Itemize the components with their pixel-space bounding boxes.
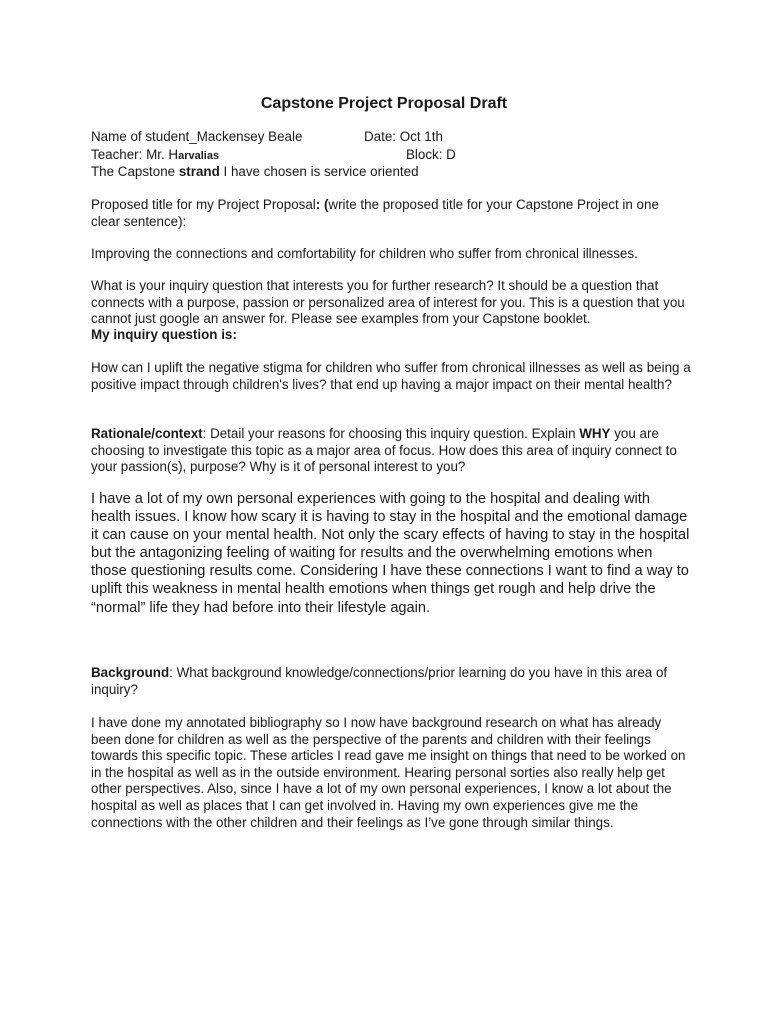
proposed-title-prompt bbox=[91, 197, 691, 230]
proposed-title-answer: Improving the connections and comfortability for children who suffer from chronical illnesses. bbox=[91, 246, 638, 261]
rationale-prompt-text: : Detail your reasons for choosing this inquiry question. Explain bbox=[202, 426, 580, 441]
strand-line bbox=[91, 164, 419, 181]
background-prompt-text: : What background knowledge/connections/prior learning do you have in this area of inquiry? bbox=[91, 665, 668, 697]
rationale-label: Rationale/context bbox=[91, 426, 203, 441]
student-label: Name of student_ bbox=[91, 129, 197, 144]
background-answer: I have done my annotated bibliography so I now have background research on what has already been done for children as well as the perspective of the parents and children with their feelings towards this specific topic. These articles I read gave me insight on things that need to be worked on in the hospital as well as in the outside environment. Hearing personal sorties also really help get other perspectives. Also, since I have a lot of my own personal experiences, I know a lot about the hospital as well as places that I can get involved in. Having my own experiences give me the connections with the other children and their feelings as I’ve gone through similar things. bbox=[91, 715, 686, 830]
teacher-label: Teacher: Mr. H bbox=[91, 147, 179, 162]
proposed-title-prompt-text: Proposed title for my Project Proposal bbox=[91, 197, 316, 212]
strand-prefix: The Capstone bbox=[91, 164, 179, 179]
rationale-prompt-text-2: you are choosing to investigate this topic as a major area of focus. How does this area of inquiry connect to your passion(s), purpose? Why is it of personal interest to you? bbox=[91, 426, 677, 475]
teacher-line bbox=[91, 147, 456, 165]
student-line bbox=[91, 129, 443, 146]
background-label: Background bbox=[91, 665, 170, 680]
rationale-prompt bbox=[91, 426, 691, 476]
inquiry-label-text: My inquiry question is: bbox=[91, 327, 237, 342]
block-field: Block: D bbox=[406, 147, 456, 162]
background-prompt bbox=[91, 665, 691, 698]
rationale-answer: I have a lot of my own personal experiences with going to the hospital and dealing with health issues. I know how scary it is having to stay in the hospital and the emotional damage it can cause on your mental health. Not only the scary effects of having to stay in the hospital but the antagonizing feeling of waiting for results and the overwhelming emotions when those questioning results come. Considering I have these connections I want to find a way to uplift this weakness in mental health emotions when things get rough and help drive the “normal” life they had before into their lifestyle again. bbox=[91, 491, 690, 616]
strand-keyword: strand bbox=[178, 164, 220, 179]
proposed-title-prompt-text-2: write the proposed title for your Capstone Project in one clear sentence): bbox=[91, 197, 659, 229]
inquiry-answer: How can I uplift the negative stigma for children who suffer from chronical illnesses as well as being a positive impact through children's lives? that end up having a major impact on their mental health? bbox=[91, 360, 691, 392]
inquiry-label bbox=[91, 327, 691, 344]
teacher-name: arvalias bbox=[178, 150, 220, 162]
rationale-why: WHY bbox=[579, 426, 611, 441]
strand-suffix: I have chosen is service oriented bbox=[219, 164, 419, 179]
page-title: Capstone Project Proposal Draft bbox=[260, 95, 508, 112]
proposed-title-prompt-bold: : ( bbox=[315, 197, 329, 212]
date-field: Date: Oct 1th bbox=[364, 129, 443, 144]
inquiry-prompt: What is your inquiry question that interests you for further research? It should be a question that connects with a purpose, passion or personalized area of interest for you. This is a question that you cannot just google an answer for. Please see examples from your Capstone booklet. bbox=[91, 278, 685, 327]
student-name: Mackensey Beale bbox=[196, 129, 303, 144]
